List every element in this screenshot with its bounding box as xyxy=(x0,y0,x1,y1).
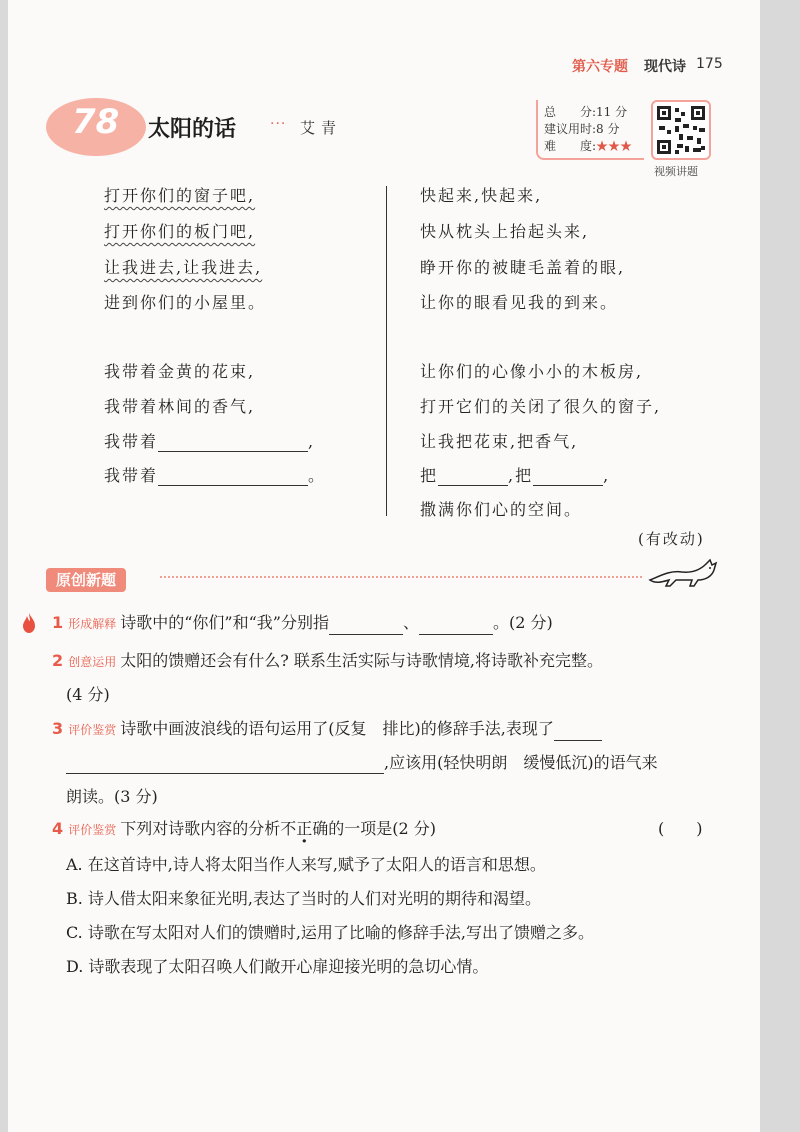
poem-line-text: 让我进去,让我进去, xyxy=(104,258,263,277)
poem-right-line-7: 让我把花束,把香气, xyxy=(420,432,579,451)
poem-line-punct: 。 xyxy=(308,466,327,485)
question-tag: 评价鉴赏 xyxy=(68,823,117,837)
emphasized-text: 不正确 xyxy=(280,819,329,838)
poem-left-line-8 xyxy=(104,466,326,486)
question-3-line-3: 朗读。(3 分) xyxy=(66,787,158,806)
section-label: 原创新题 xyxy=(46,568,126,592)
poem-left-line-7 xyxy=(104,432,315,452)
question-tag: 评价鉴赏 xyxy=(68,723,117,737)
page-number: 175 xyxy=(696,56,723,72)
question-2 xyxy=(52,650,603,673)
column-divider xyxy=(386,186,387,516)
question-tag: 创意运用 xyxy=(68,655,117,669)
poem-left-line-6: 我带着林间的香气, xyxy=(104,397,256,416)
poem-right-line-2: 快从枕头上抬起头来, xyxy=(420,222,590,241)
poem-right-line-1: 快起来,快起来, xyxy=(420,186,543,205)
answer-blank[interactable] xyxy=(329,618,403,635)
poem-line-text: 我带着 xyxy=(104,432,159,451)
poem-line-text: ,把 xyxy=(508,466,534,485)
question-text: ,应该用(轻快明朗 缓慢低沉)的语气来 xyxy=(384,753,658,772)
question-3 xyxy=(52,718,602,741)
poem-left-line-3 xyxy=(104,258,262,278)
question-1 xyxy=(52,612,553,635)
poem-left-line-2 xyxy=(104,222,255,242)
question-text: 诗歌中画波浪线的语句运用了(反复 排比)的修辞手法,表现了 xyxy=(120,719,554,738)
option-c[interactable]: C. 诗歌在写太阳对人们的馈赠时,运用了比喻的修辞手法,写出了馈赠之多。 xyxy=(66,923,595,942)
poem-right-line-4: 让你的眼看见我的到来。 xyxy=(420,293,619,312)
poem-line-text: 把 xyxy=(420,466,439,485)
lesson-number: 78 xyxy=(72,102,120,142)
poem-line-text: 打开你们的窗子吧, xyxy=(104,186,256,205)
answer-blank[interactable] xyxy=(554,724,602,741)
poem-line-punct: , xyxy=(308,432,316,451)
poem-line-text: 打开你们的板门吧, xyxy=(104,222,256,241)
poem-left-line-4: 进到你们的小屋里。 xyxy=(104,293,267,312)
answer-blank[interactable] xyxy=(419,618,493,635)
lesson-title: 太阳的话 xyxy=(148,117,237,142)
section-divider xyxy=(160,576,642,578)
question-text: 的一项是(2 分) xyxy=(328,819,437,838)
info-total: 总 分:11 分 xyxy=(544,105,628,119)
question-text: 。(2 分) xyxy=(493,613,553,632)
info-difficulty xyxy=(544,138,632,154)
poem-right-line-9: 撒满你们心的空间。 xyxy=(420,500,583,519)
poem-left-line-5: 我带着金黄的花束, xyxy=(104,362,256,381)
workbook-page xyxy=(8,0,760,1132)
poem-line-text: 我带着 xyxy=(104,466,159,485)
author-name: 艾青 xyxy=(300,119,343,137)
qr-code[interactable] xyxy=(651,100,711,160)
qr-code-icon xyxy=(653,102,709,158)
question-number: 1 xyxy=(52,613,64,632)
poem-line-punct: , xyxy=(603,466,611,485)
answer-paren[interactable]: ( ) xyxy=(658,819,703,838)
subtitle-label: 现代诗 xyxy=(644,59,686,75)
question-number: 4 xyxy=(52,819,64,838)
option-a[interactable]: A. 在这首诗中,诗人将太阳当作人来写,赋予了太阳人的语言和思想。 xyxy=(66,855,546,874)
poem-right-line-3: 睁开你的被睫毛盖着的眼, xyxy=(420,258,626,277)
poem-right-line-8 xyxy=(420,466,610,486)
fill-blank[interactable] xyxy=(533,469,603,486)
source-note: (有改动) xyxy=(638,530,705,548)
poem-right-line-5: 让你们的心像小小的木板房, xyxy=(420,362,644,381)
answer-blank[interactable] xyxy=(66,757,384,774)
option-d[interactable]: D. 诗歌表现了太阳召唤人们敞开心扉迎接光明的急切心情。 xyxy=(66,957,489,976)
question-4 xyxy=(52,818,436,841)
question-2-points: (4 分) xyxy=(66,685,110,704)
topic-label: 第六专题 xyxy=(572,59,628,75)
poem-right-line-6: 打开它们的关闭了很久的窗子, xyxy=(420,397,662,416)
qr-label: 视频讲题 xyxy=(654,165,698,178)
info-time: 建议用时:8 分 xyxy=(544,122,620,136)
option-b[interactable]: B. 诗人借太阳来象征光明,表达了当时的人们对光明的期待和渴望。 xyxy=(66,889,542,908)
fill-blank[interactable] xyxy=(438,469,508,486)
fill-blank[interactable] xyxy=(158,469,308,486)
author-dots: ··· xyxy=(270,116,287,132)
cat-illustration-icon xyxy=(646,556,722,590)
flame-icon xyxy=(22,612,36,634)
question-text: 、 xyxy=(402,613,419,632)
fill-blank[interactable] xyxy=(158,435,308,452)
poem-left-line-1 xyxy=(104,186,255,206)
question-text: 太阳的馈赠还会有什么? 联系生活实际与诗歌情境,将诗歌补充完整。 xyxy=(120,651,604,670)
question-text: 下列对诗歌内容的分析 xyxy=(120,819,281,838)
question-number: 2 xyxy=(52,651,64,670)
question-tag: 形成解释 xyxy=(68,617,117,631)
difficulty-stars: ★★★ xyxy=(596,139,633,153)
question-text: 诗歌中的“你们”和“我”分别指 xyxy=(120,613,329,632)
question-3-line-2 xyxy=(66,752,658,774)
difficulty-label: 难 度: xyxy=(544,139,597,153)
question-number: 3 xyxy=(52,719,64,738)
